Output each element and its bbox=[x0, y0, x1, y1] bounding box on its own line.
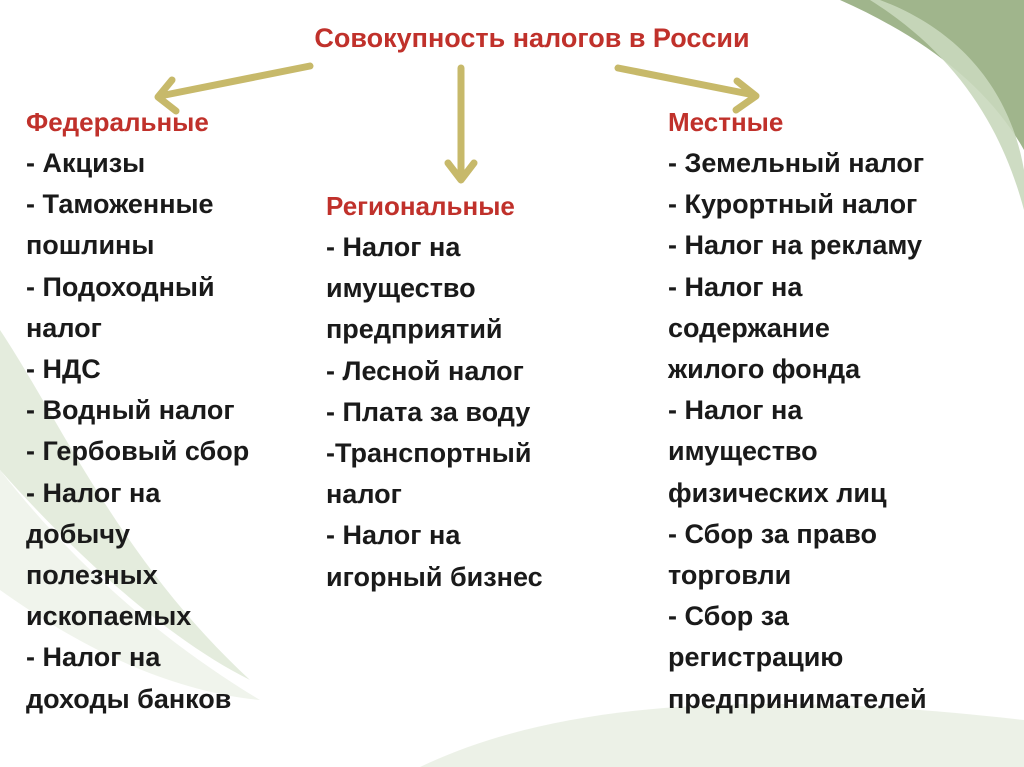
list-item: - Налог на добычу полезных ископаемых bbox=[26, 477, 192, 632]
list-item: - Налог на игорный бизнес bbox=[326, 520, 543, 592]
list-item: - Подоходный налог bbox=[26, 271, 215, 343]
list-item: - Водный налог bbox=[26, 395, 235, 426]
list-item: - Сбор за право торговли bbox=[668, 518, 877, 591]
tax-list bbox=[326, 227, 626, 598]
list-item: - Таможенные пошлины bbox=[26, 189, 214, 261]
arrow-to-federal bbox=[160, 66, 310, 96]
list-item: - НДС bbox=[26, 354, 101, 385]
column-local bbox=[668, 102, 1018, 720]
tax-list bbox=[26, 143, 326, 720]
column-heading: Федеральные bbox=[26, 107, 209, 137]
column-regional bbox=[326, 186, 626, 598]
list-item: - Налог на имущество физических лиц bbox=[668, 395, 887, 508]
list-item: - Налог на доходы банков bbox=[26, 642, 232, 714]
column-heading: Региональные bbox=[326, 191, 515, 221]
list-item: - Сбор за регистрацию предпринимателей bbox=[668, 601, 927, 714]
tax-list bbox=[668, 143, 1018, 720]
list-item: - Плата за воду bbox=[326, 396, 531, 427]
page-title: Совокупность налогов в России bbox=[314, 23, 750, 53]
list-item: - Курортный налог bbox=[668, 189, 918, 220]
column-heading: Местные bbox=[668, 107, 784, 137]
column-federal bbox=[26, 102, 326, 720]
list-item: - Акцизы bbox=[26, 148, 146, 178]
list-item: -Транспортный налог bbox=[326, 438, 532, 510]
list-item: - Налог на имущество предприятий bbox=[326, 232, 503, 345]
list-item: - Гербовый сбор bbox=[26, 436, 250, 467]
list-item: - Земельный налог bbox=[668, 148, 925, 178]
list-item: - Налог на рекламу bbox=[668, 230, 923, 261]
list-item: - Налог на содержание жилого фонда bbox=[668, 271, 861, 385]
list-item: - Лесной налог bbox=[326, 355, 524, 386]
